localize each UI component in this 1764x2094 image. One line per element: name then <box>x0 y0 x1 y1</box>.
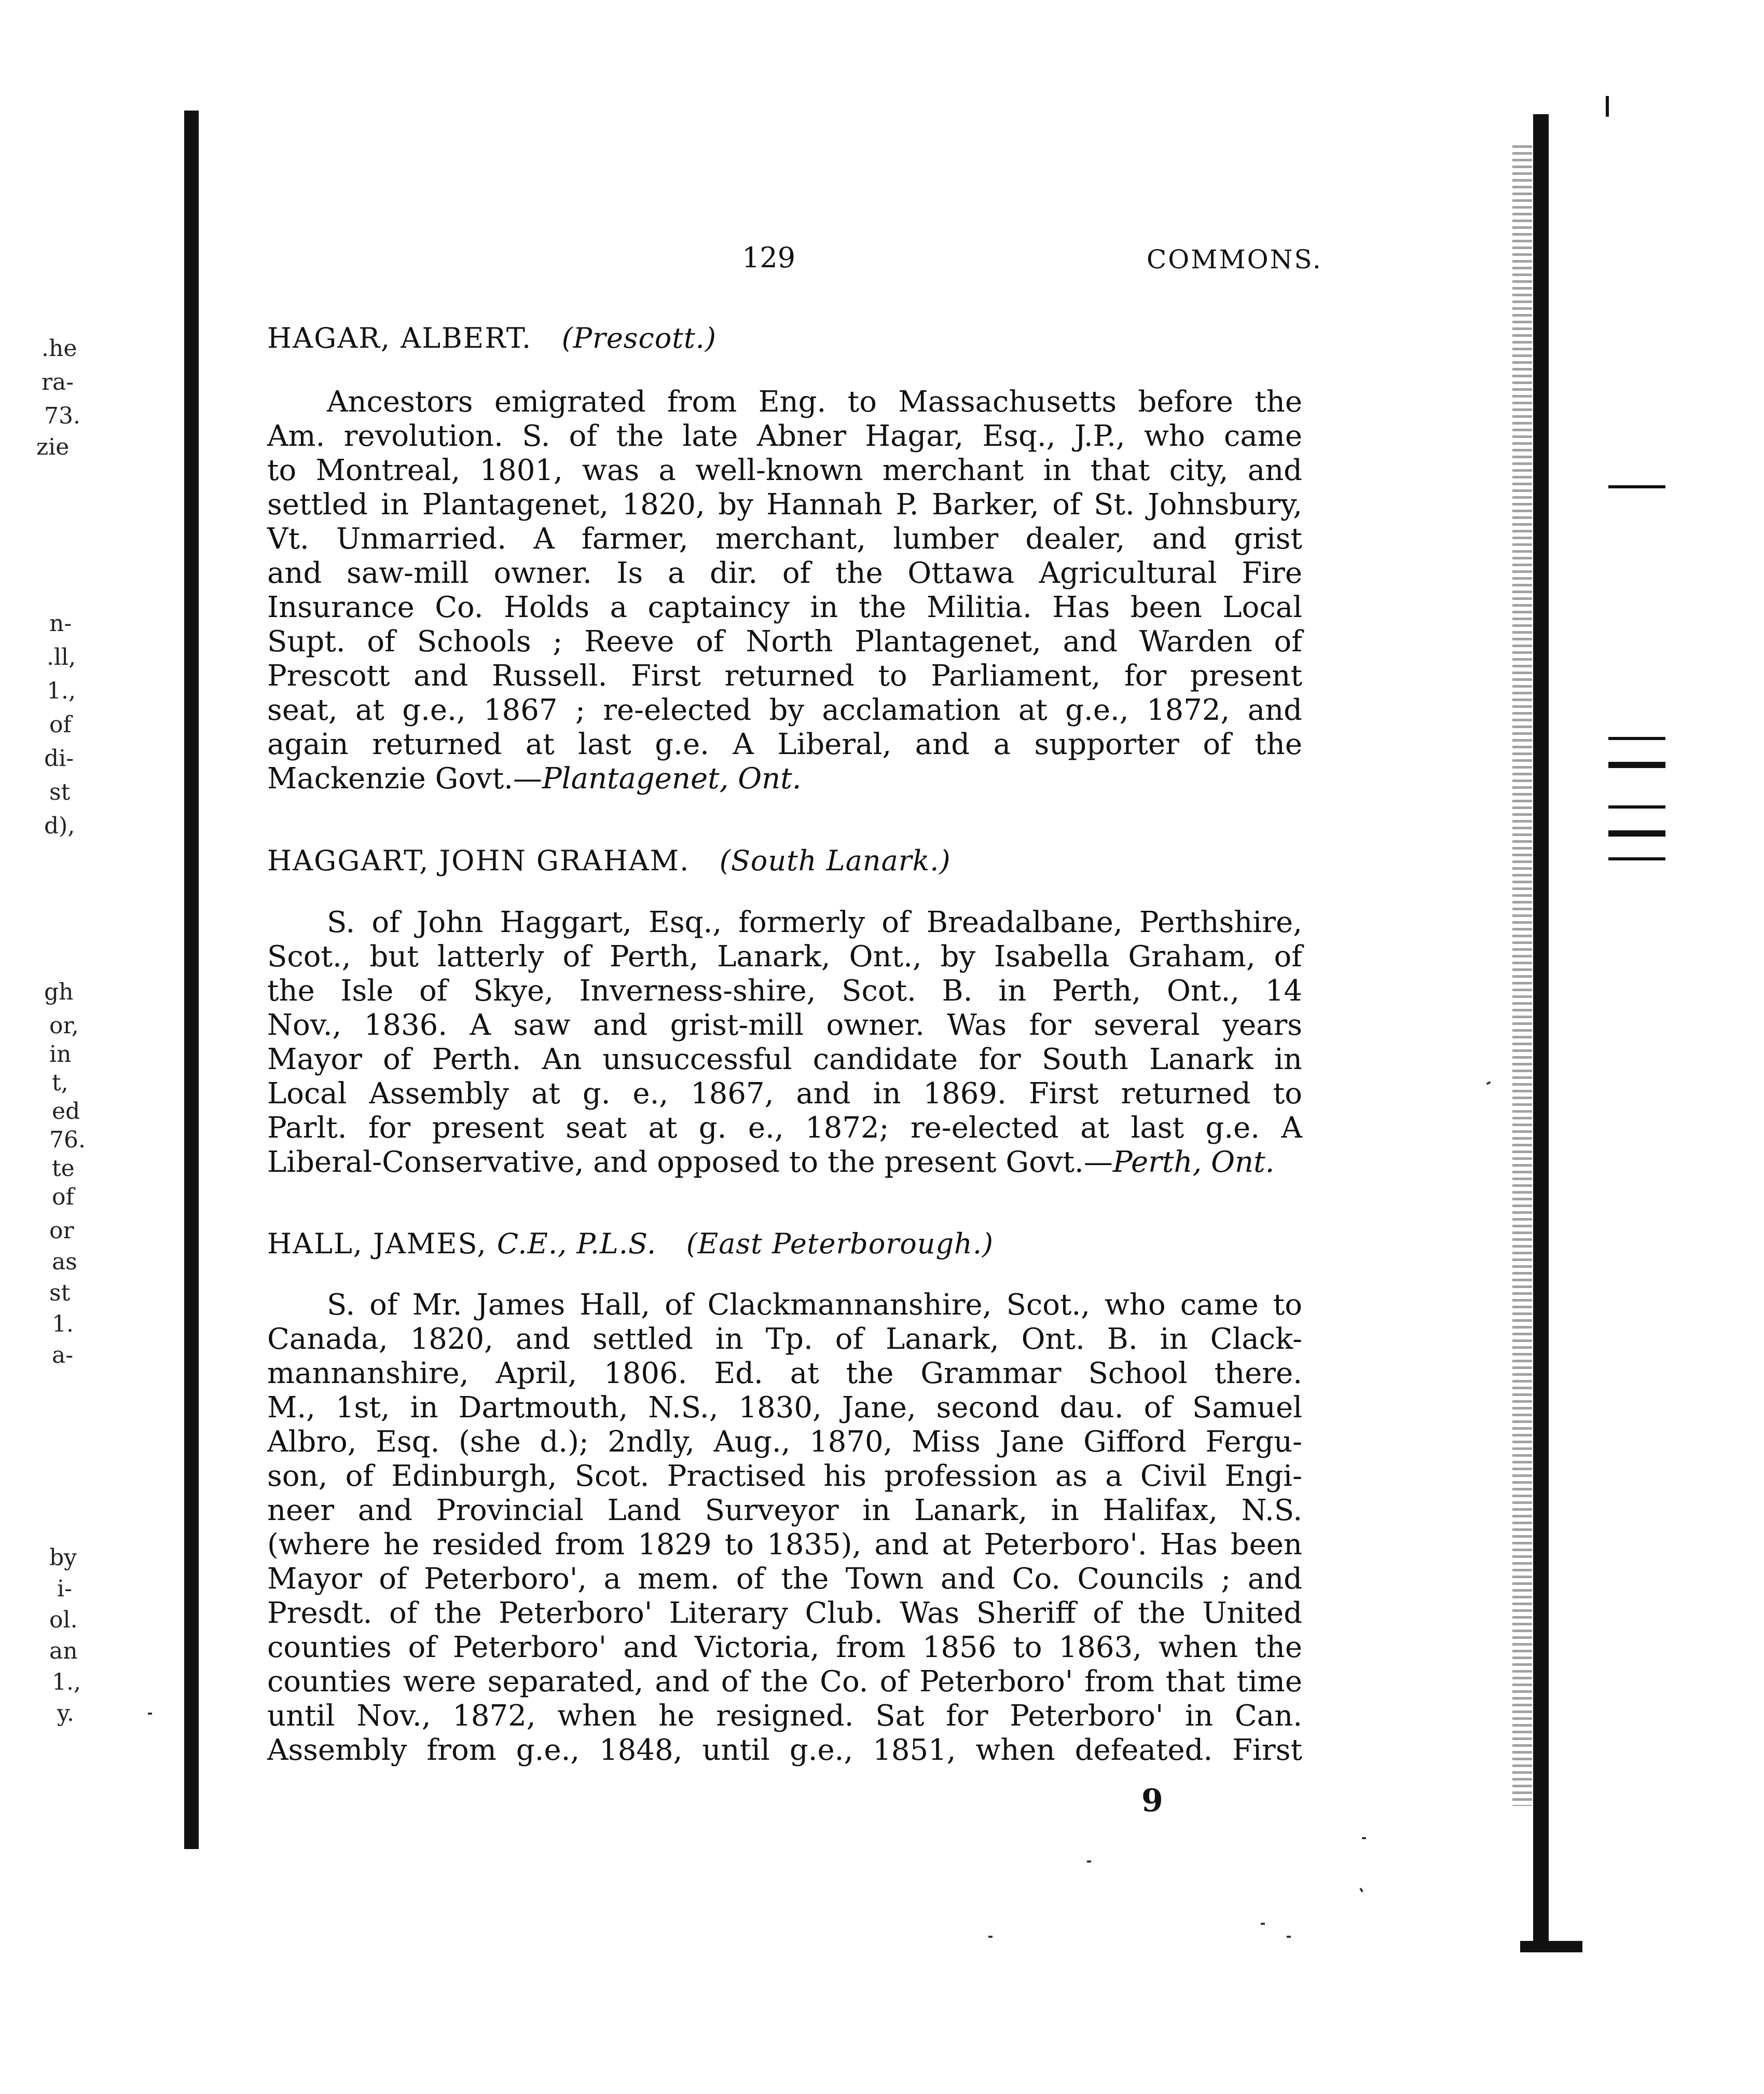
text-line: M., 1st, in Dartmouth, N.S., 1830, Jane, second dau. of Samuel <box>267 1391 1302 1425</box>
text-line: S. of John Haggart, Esq., formerly of Breadalbane, Perthshire, <box>327 906 1302 939</box>
margin-fragment: 73. <box>44 403 80 429</box>
margin-fragment: 1., <box>47 678 76 704</box>
text-line: Ancestors emigrated from Eng. to Massachusetts before the <box>327 385 1302 419</box>
text-line: Prescott and Russell. First returned to Parliament, for present <box>267 659 1302 693</box>
text-line: the Isle of Skye, Inverness-shire, Scot. B. in Perth, Ont., 14 <box>267 974 1302 1008</box>
scan-speck <box>988 1936 993 1938</box>
margin-fragment: an <box>49 1638 78 1664</box>
text-line: until Nov., 1872, when he resigned. Sat for Peterboro' in Can. <box>267 1699 1302 1733</box>
margin-fragment: di- <box>44 745 74 772</box>
margin-fragment: .ll, <box>47 644 76 670</box>
text-line: S. of Mr. James Hall, of Clackmannanshire, Scot., who came to <box>327 1288 1302 1322</box>
margin-fragment: ed <box>52 1098 80 1125</box>
text-line: (where he resided from 1829 to 1835), and at Peterboro'. Has been <box>267 1528 1302 1562</box>
text-line: Am. revolution. S. of the late Abner Hagar, Esq., J.P., who came <box>267 419 1302 453</box>
text-line <box>267 1145 1302 1180</box>
constituency: (South Lanark.) <box>719 844 951 877</box>
constituency: (East Peterborough.) <box>686 1227 994 1260</box>
margin-fragment: or, <box>49 1012 79 1039</box>
scan-speck <box>1359 1888 1363 1893</box>
entry-heading <box>267 1227 994 1260</box>
margin-fragment: i- <box>57 1576 72 1602</box>
scan-speck <box>148 1713 152 1715</box>
margin-fragment: 1. <box>52 1311 74 1337</box>
scan-speck <box>1087 1860 1091 1863</box>
member-name: HAGAR, ALBERT. <box>267 322 532 354</box>
text-line: settled in Plantagenet, 1820, by Hannah P. Barker, of St. Johnsbury, <box>267 488 1302 522</box>
margin-fragment: ra- <box>42 369 74 395</box>
scan-noise-right <box>1512 145 1532 1806</box>
text-line: Presdt. of the Peterboro' Literary Club. Was Sheriff of the United <box>267 1596 1302 1630</box>
text-line: Scot., but latterly of Perth, Lanark, Ont., by Isabella Graham, of <box>267 940 1302 974</box>
entry-heading <box>267 324 716 352</box>
text-line: Local Assembly at g. e., 1867, and in 1869. First returned to <box>267 1077 1302 1111</box>
margin-fragment: 76. <box>49 1127 86 1153</box>
credentials: C.E., P.L.S. <box>497 1227 657 1260</box>
margin-fragment: as <box>52 1249 77 1275</box>
closing-text: Liberal-Conservative, and opposed to the present Govt.— <box>267 1145 1113 1179</box>
entry-body <box>267 906 1302 1180</box>
scan-edge-foot <box>1520 1941 1582 1952</box>
scan-speck <box>1287 1936 1291 1938</box>
text-line: Nov., 1836. A saw and grist-mill owner. Was for several years <box>267 1008 1302 1042</box>
margin-fragment: a- <box>52 1342 74 1368</box>
scan-rule <box>1608 805 1665 809</box>
scan-speck <box>1261 1923 1265 1925</box>
text-line: and saw-mill owner. Is a dir. of the Ottawa Agricultural Fire <box>267 556 1302 590</box>
text-line: neer and Provincial Land Surveyor in Lanark, in Halifax, N.S. <box>267 1494 1302 1527</box>
margin-fragment: ol. <box>49 1607 78 1633</box>
text-line: Mayor of Peterboro', a mem. of the Town and Co. Councils ; and <box>267 1562 1302 1596</box>
member-address: Perth, Ont. <box>1112 1145 1275 1179</box>
margin-fragment: gh <box>44 979 74 1005</box>
scan-speck <box>1362 1837 1366 1839</box>
constituency: (Prescott.) <box>561 322 716 354</box>
margin-fragment: n- <box>49 610 72 637</box>
closing-text: Mackenzie Govt.— <box>267 762 542 796</box>
margin-fragment: of <box>52 1184 74 1210</box>
member-name: HALL, JAMES, <box>267 1227 487 1260</box>
text-line: again returned at last g.e. A Liberal, and a supporter of the <box>267 728 1302 761</box>
text-line: Canada, 1820, and settled in Tp. of Lanark, Ont. B. in Clack- <box>267 1322 1302 1356</box>
margin-fragment: by <box>49 1544 77 1571</box>
margin-fragment: or <box>49 1217 74 1244</box>
member-address: Plantagenet, Ont. <box>542 762 802 796</box>
text-line: Albro, Esq. (she d.); 2ndly, Aug., 1870, Miss Jane Gifford Fergu- <box>267 1425 1302 1459</box>
margin-fragment: zie <box>36 434 70 460</box>
margin-fragment: d), <box>44 813 75 839</box>
text-line: to Montreal, 1801, was a well-known merchant in that city, and <box>267 454 1302 487</box>
margin-fragment: in <box>49 1041 72 1067</box>
entry-body <box>267 385 1302 796</box>
text-line: son, of Edinburgh, Scot. Practised his profession as a Civil Engi- <box>267 1459 1302 1493</box>
margin-fragment: st <box>49 1280 71 1306</box>
scan-rule <box>1608 737 1665 740</box>
scan-rule <box>1608 857 1665 860</box>
margin-fragment: of <box>49 711 72 738</box>
text-line: counties of Peterboro' and Victoria, from 1856 to 1863, when the <box>267 1631 1302 1664</box>
margin-fragment: te <box>52 1155 75 1182</box>
scan-binding-edge-right <box>1533 114 1549 1951</box>
text-line: Mayor of Perth. An unsuccessful candidate for South Lanark in <box>267 1043 1302 1076</box>
entry-body <box>267 1288 1302 1768</box>
scan-rule <box>1608 485 1665 488</box>
text-line: mannanshire, April, 1806. Ed. at the Grammar School there. <box>267 1357 1302 1390</box>
text-line: seat, at g.e., 1867 ; re-elected by acclamation at g.e., 1872, and <box>267 693 1302 727</box>
margin-fragment: st <box>49 779 71 805</box>
entry-heading <box>267 844 951 877</box>
scan-binding-edge-left <box>184 111 199 1849</box>
margin-fragment: .he <box>42 335 77 362</box>
margin-fragment: y. <box>57 1700 74 1727</box>
text-line <box>267 762 1302 796</box>
signature-mark: 9 <box>1141 1783 1163 1819</box>
text-line: Supt. of Schools ; Reeve of North Plantagenet, and Warden of <box>267 625 1302 659</box>
scan-rule <box>1608 762 1665 768</box>
margin-fragment: t, <box>52 1070 68 1096</box>
text-line: Vt. Unmarried. A farmer, merchant, lumber dealer, and grist <box>267 522 1302 556</box>
page-number: 129 <box>742 241 796 274</box>
member-name: HAGGART, JOHN GRAHAM. <box>267 844 690 877</box>
text-line: Parlt. for present seat at g. e., 1872; re-elected at last g.e. A <box>267 1111 1302 1145</box>
running-head: COMMONS. <box>1147 244 1322 275</box>
scan-mark <box>1606 96 1609 117</box>
margin-fragment: 1., <box>52 1669 81 1695</box>
text-line: Assembly from g.e., 1848, until g.e., 1851, when defeated. First <box>267 1733 1302 1767</box>
scan-rule <box>1608 830 1665 837</box>
scan-speck <box>1486 1081 1491 1085</box>
text-line: Insurance Co. Holds a captaincy in the Militia. Has been Local <box>267 591 1302 624</box>
text-line: counties were separated, and of the Co. of Peterboro' from that time <box>267 1665 1302 1699</box>
